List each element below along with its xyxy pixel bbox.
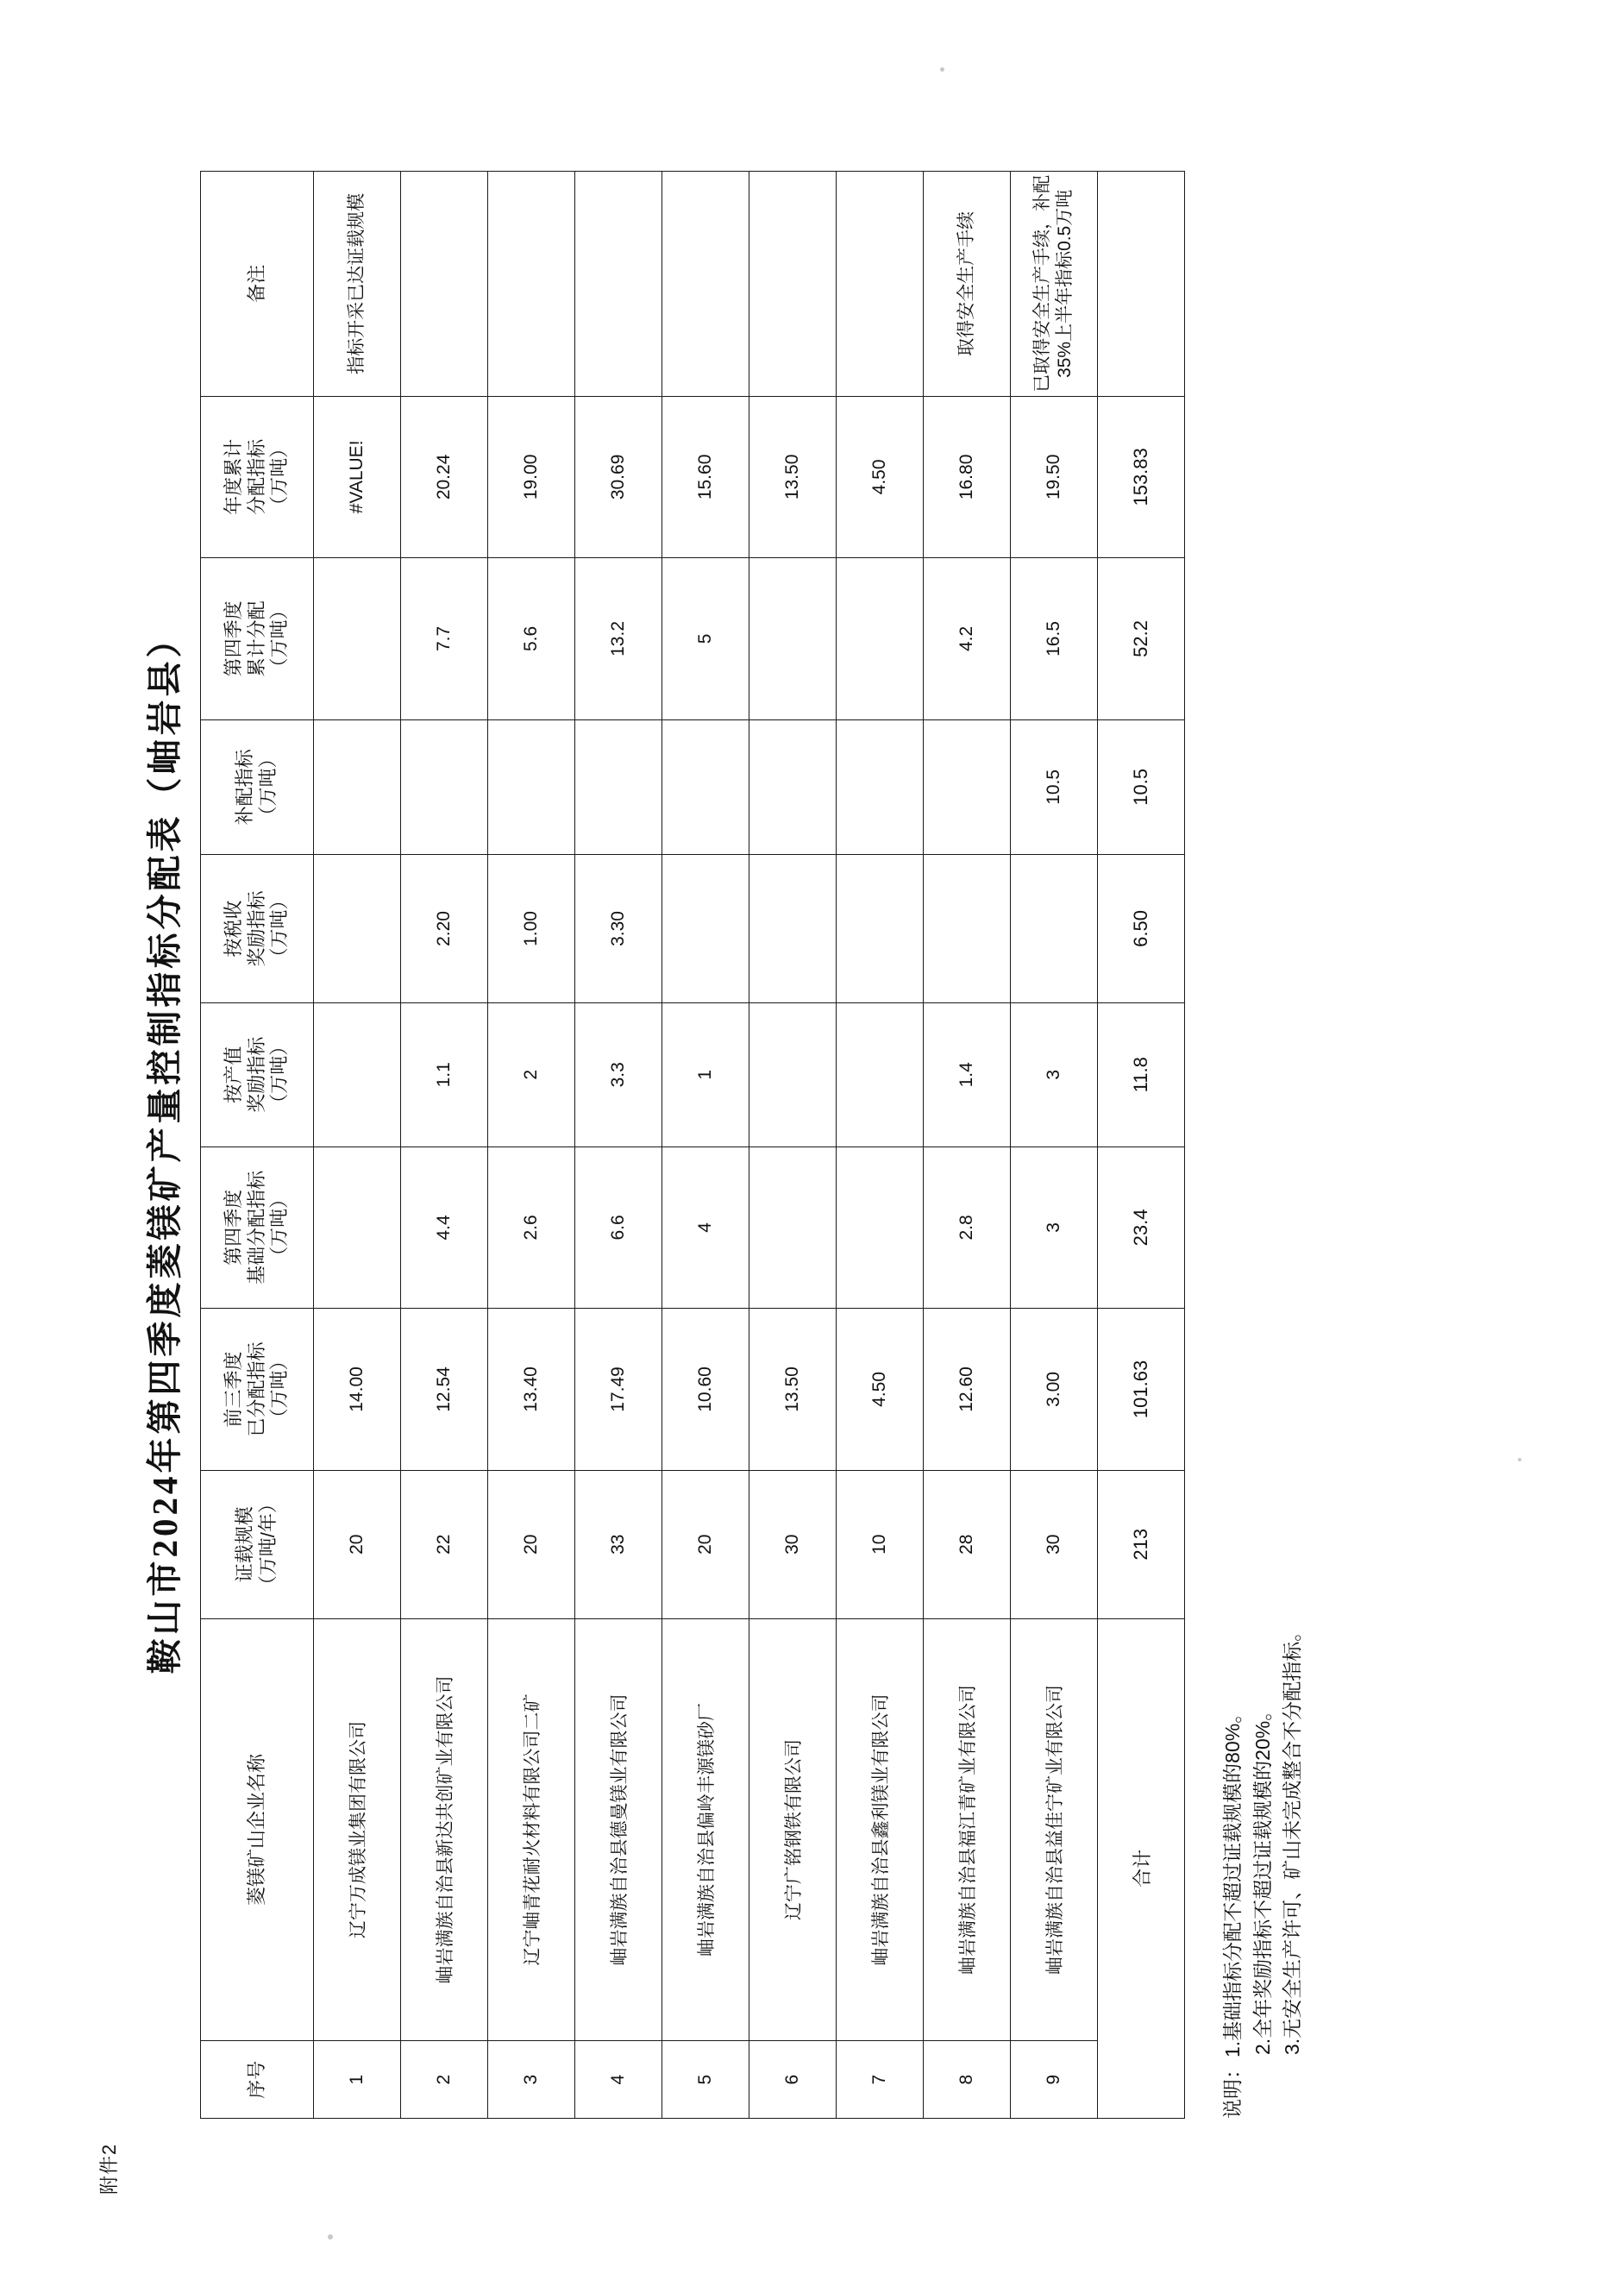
notes-text: 2.全年奖励指标不超过证载规模的20%。	[1251, 1700, 1273, 2055]
cell-company-name: 岫岩满族自治县鑫利镁业有限公司	[836, 1618, 923, 2041]
header-text: 菱镁矿山企业名称	[245, 1754, 267, 1907]
cell-seq: 6	[749, 2041, 836, 2119]
cell-extra	[574, 719, 662, 854]
cell-scale: 33	[574, 1470, 662, 1618]
cell-total-output-award: 11.8	[1097, 1002, 1184, 1146]
cell-q4-total: 13.2	[574, 558, 662, 720]
cell-extra	[749, 719, 836, 854]
cell-extra	[313, 719, 400, 854]
cell-year-total: 16.80	[923, 396, 1010, 558]
cell-q4-base: 4.4	[400, 1146, 487, 1309]
cell-seq: 7	[836, 2041, 923, 2119]
cell-total-q4-total: 52.2	[1097, 558, 1184, 720]
cell-output-award: 1.1	[400, 1002, 487, 1146]
notes-line	[1218, 1622, 1248, 2119]
cell-q4-base: 2.8	[923, 1146, 1010, 1309]
cell-q4-total: 5.6	[487, 558, 574, 720]
cell-remark	[400, 172, 487, 397]
col-header-scale	[200, 1470, 313, 1618]
cell-seq: 2	[400, 2041, 487, 2119]
cell-tax-award: 1.00	[487, 855, 574, 1003]
header-text: 补配指标 （万吨）	[233, 749, 279, 826]
notes-head: 说明：	[1220, 2059, 1244, 2119]
rotated-sheet	[79, 72, 1546, 2221]
cell-remark	[487, 172, 574, 397]
header-text: 年度累计 分配指标 （万吨）	[222, 438, 290, 515]
cell-seq: 8	[923, 2041, 1010, 2119]
cell-scale: 20	[313, 1470, 400, 1618]
cell-three-quarters: 10.60	[662, 1309, 749, 1471]
cell-output-award	[313, 1002, 400, 1146]
cell-q4-base: 2.6	[487, 1146, 574, 1309]
cell-extra	[836, 719, 923, 854]
header-text: 前三季度 已分配指标 （万吨）	[222, 1341, 290, 1437]
cell-three-quarters: 3.00	[1010, 1309, 1097, 1471]
cell-year-total: 30.69	[574, 396, 662, 558]
cell-year-total: #VALUE!	[313, 396, 400, 558]
cell-scale: 20	[662, 1470, 749, 1618]
cell-q4-base: 4	[662, 1146, 749, 1309]
cell-total-three-quarters: 101.63	[1097, 1309, 1184, 1471]
col-header-q4-base	[200, 1146, 313, 1309]
table-row	[749, 172, 836, 2119]
cell-remark: 指标开采已达证载规模	[313, 172, 400, 397]
cell-output-award: 1.4	[923, 1002, 1010, 1146]
cell-q4-total: 4.2	[923, 558, 1010, 720]
cell-output-award: 2	[487, 1002, 574, 1146]
cell-q4-total: 16.5	[1010, 558, 1097, 720]
table-header-row	[200, 172, 313, 2119]
col-header-output-award	[200, 1002, 313, 1146]
cell-scale: 10	[836, 1470, 923, 1618]
cell-three-quarters: 13.50	[749, 1309, 836, 1471]
cell-remark	[836, 172, 923, 397]
cell-company-name: 辽宁广铭钢铁有限公司	[749, 1618, 836, 2041]
cell-year-total: 20.24	[400, 396, 487, 558]
cell-seq: 3	[487, 2041, 574, 2119]
cell-scale: 28	[923, 1470, 1010, 1618]
cell-extra	[923, 719, 1010, 854]
cell-scale: 20	[487, 1470, 574, 1618]
attachment-label: 附件2	[97, 2143, 120, 2195]
cell-q4-base	[836, 1146, 923, 1309]
cell-remark: 已取得安全生产手续，补配35%上半年指标0.5万吨	[1010, 172, 1097, 397]
header-text: 第四季度 基础分配指标 （万吨）	[222, 1170, 290, 1285]
table-row	[1010, 172, 1097, 2119]
cell-extra: 10.5	[1010, 719, 1097, 854]
cell-extra	[662, 719, 749, 854]
cell-total-scale: 213	[1097, 1470, 1184, 1618]
cell-seq: 4	[574, 2041, 662, 2119]
cell-seq: 9	[1010, 2041, 1097, 2119]
notes-text: 3.无安全生产许可、矿山未完成整合不分配指标。	[1280, 1621, 1303, 2055]
cell-remark: 取得安全生产手续	[923, 172, 1010, 397]
cell-company-name: 岫岩满族自治县福江青矿业有限公司	[923, 1618, 1010, 2041]
cell-seq: 5	[662, 2041, 749, 2119]
table-total-row	[1097, 172, 1184, 2119]
cell-company-name: 岫岩满族自治县新达共创矿业有限公司	[400, 1618, 487, 2041]
table-row	[487, 172, 574, 2119]
col-header-year-total	[200, 396, 313, 558]
cell-output-award	[749, 1002, 836, 1146]
cell-company-name: 辽宁万成镁业集团有限公司	[313, 1618, 400, 2041]
cell-scale: 30	[1010, 1470, 1097, 1618]
cell-remark	[662, 172, 749, 397]
col-header-three-quarters	[200, 1309, 313, 1471]
cell-remark	[749, 172, 836, 397]
cell-seq: 1	[313, 2041, 400, 2119]
cell-tax-award: 2.20	[400, 855, 487, 1003]
cell-total-remark	[1097, 172, 1184, 397]
page-title: 鞍山市2024年第四季度菱镁矿产量控制指标分配表（岫岩县）	[144, 619, 185, 1674]
cell-total-tax-award: 6.50	[1097, 855, 1184, 1003]
header-text: 序号	[245, 2060, 267, 2099]
header-text: 按税收 奖励指标 （万吨）	[222, 890, 290, 967]
cell-three-quarters: 14.00	[313, 1309, 400, 1471]
table-row	[836, 172, 923, 2119]
cell-extra	[487, 719, 574, 854]
cell-total-extra: 10.5	[1097, 719, 1184, 854]
cell-q4-base	[313, 1146, 400, 1309]
scan-speck	[940, 67, 944, 72]
notes-block	[1218, 1622, 1307, 2119]
cell-extra	[400, 719, 487, 854]
scan-speck	[328, 2234, 333, 2240]
cell-three-quarters: 13.40	[487, 1309, 574, 1471]
cell-output-award: 3.3	[574, 1002, 662, 1146]
cell-tax-award	[1010, 855, 1097, 1003]
cell-three-quarters: 4.50	[836, 1309, 923, 1471]
cell-q4-base: 3	[1010, 1146, 1097, 1309]
cell-q4-total: 7.7	[400, 558, 487, 720]
cell-company-name: 岫岩满族自治县益佳宁矿业有限公司	[1010, 1618, 1097, 2041]
header-text: 证载规模 （万吨/年）	[233, 1494, 279, 1595]
table-body	[313, 172, 1184, 2119]
notes-line	[1277, 1622, 1307, 2119]
scan-speck	[1518, 1458, 1521, 1461]
col-header-name	[200, 1618, 313, 2041]
col-header-tax-award	[200, 855, 313, 1003]
cell-q4-total	[749, 558, 836, 720]
cell-remark	[574, 172, 662, 397]
table-row	[574, 172, 662, 2119]
cell-year-total: 13.50	[749, 396, 836, 558]
cell-company-name: 岫岩满族自治县德曼镁业有限公司	[574, 1618, 662, 2041]
cell-tax-award	[662, 855, 749, 1003]
cell-tax-award	[923, 855, 1010, 1003]
header-text: 按产值 奖励指标 （万吨）	[222, 1036, 290, 1113]
cell-q4-total	[313, 558, 400, 720]
cell-total-q4-base: 23.4	[1097, 1146, 1184, 1309]
cell-three-quarters: 17.49	[574, 1309, 662, 1471]
table-row	[313, 172, 400, 2119]
cell-q4-total: 5	[662, 558, 749, 720]
table-row	[400, 172, 487, 2119]
cell-three-quarters: 12.60	[923, 1309, 1010, 1471]
cell-output-award: 1	[662, 1002, 749, 1146]
cell-year-total: 19.00	[487, 396, 574, 558]
cell-total-year-total: 153.83	[1097, 396, 1184, 558]
cell-tax-award	[313, 855, 400, 1003]
table-row	[662, 172, 749, 2119]
header-text: 备注	[245, 264, 267, 303]
col-header-extra	[200, 719, 313, 854]
cell-q4-base	[749, 1146, 836, 1309]
col-header-seq	[200, 2041, 313, 2119]
cell-scale: 30	[749, 1470, 836, 1618]
cell-year-total: 15.60	[662, 396, 749, 558]
cell-company-name: 岫岩满族自治县偏岭丰源镁砂厂	[662, 1618, 749, 2041]
notes-text: 1.基础指标分配不超过证载规模的80%。	[1220, 1703, 1244, 2057]
cell-year-total: 4.50	[836, 396, 923, 558]
cell-company-name: 辽宁岫青花耐火材料有限公司二矿	[487, 1618, 574, 2041]
table-row	[923, 172, 1010, 2119]
cell-total-label: 合计	[1097, 1618, 1184, 2118]
cell-scale: 22	[400, 1470, 487, 1618]
header-text: 第四季度 累计分配 （万吨）	[222, 600, 290, 677]
cell-three-quarters: 12.54	[400, 1309, 487, 1471]
cell-tax-award	[749, 855, 836, 1003]
cell-output-award: 3	[1010, 1002, 1097, 1146]
cell-output-award	[836, 1002, 923, 1146]
allocation-table	[200, 171, 1185, 2119]
cell-q4-total	[836, 558, 923, 720]
cell-tax-award	[836, 855, 923, 1003]
cell-tax-award: 3.30	[574, 855, 662, 1003]
col-header-q4-total	[200, 558, 313, 720]
cell-q4-base: 6.6	[574, 1146, 662, 1309]
col-header-remark	[200, 172, 313, 397]
notes-line	[1247, 1622, 1277, 2119]
cell-year-total: 19.50	[1010, 396, 1097, 558]
